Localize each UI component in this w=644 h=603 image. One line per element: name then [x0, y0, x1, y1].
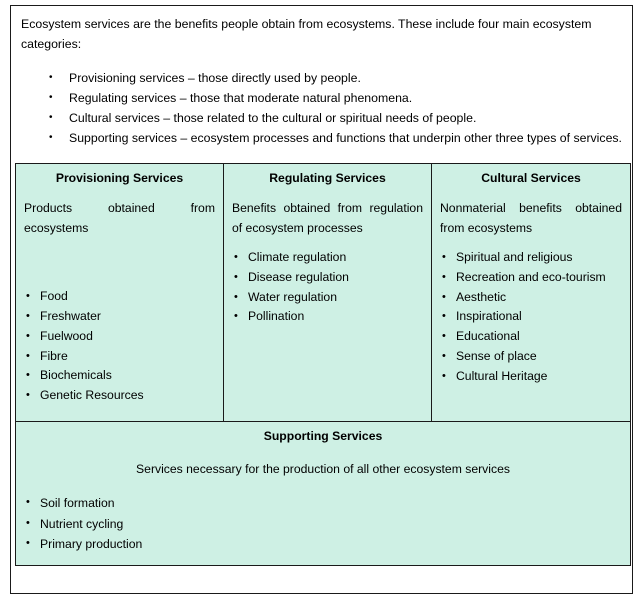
list-item [24, 493, 622, 514]
intro-paragraph: Ecosystem services are the benefits people obtain from ecosystems. These include four main ecosystem categories: [21, 17, 592, 51]
bullet-icon: • [442, 369, 446, 382]
list-item-label: Educational [456, 329, 520, 344]
list-item-label: Disease regulation [248, 269, 349, 284]
list-item-label: Pollination [248, 309, 305, 324]
list-item [440, 268, 622, 288]
bullet-icon: • [442, 290, 446, 303]
list-item [232, 268, 423, 288]
table-row [16, 164, 631, 422]
table-cell-cultural [432, 164, 631, 422]
bullet-icon: • [234, 310, 238, 323]
list-item [24, 327, 215, 347]
bullet-icon: • [234, 290, 238, 303]
ecosystem-services-table [15, 163, 631, 566]
list-item [440, 347, 622, 367]
column-header-regulating: Regulating Services [269, 171, 386, 185]
intro-bullet-list [21, 68, 622, 148]
list-item [232, 307, 423, 327]
bullet-icon: • [26, 310, 30, 323]
column-description-provisioning: Products obtained from ecosystems [24, 201, 215, 235]
list-item [24, 287, 215, 307]
list-item-label: Climate regulation [248, 250, 347, 264]
document-page [10, 5, 633, 594]
list-item-label: Spiritual and religious [456, 250, 573, 264]
list-item [21, 128, 622, 148]
bullet-icon: • [49, 132, 53, 143]
list-item-label: Regulating services – those that moderate natural phenomena. [69, 91, 413, 105]
list-item-label: Provisioning services – those directly used by people. [69, 71, 361, 85]
list-item [440, 307, 622, 327]
bullet-icon: • [442, 330, 446, 343]
list-item-label: Freshwater [40, 309, 101, 324]
bullet-icon: • [26, 496, 30, 509]
bullet-icon: • [49, 72, 53, 83]
column-description-supporting: Services necessary for the production of all other ecosystem services [136, 462, 510, 477]
list-item [21, 68, 622, 88]
list-item [440, 248, 622, 268]
list-item [440, 367, 622, 387]
list-item-label: Primary production [40, 537, 143, 552]
list-item-label: Cultural services – those related to the cultural or spiritual needs of people. [69, 111, 477, 125]
list-item-label: Fibre [40, 348, 68, 363]
bullet-icon: • [442, 349, 446, 362]
table-cell-supporting [16, 422, 631, 566]
bullet-icon: • [49, 112, 53, 123]
list-item [232, 248, 423, 268]
bullet-icon: • [26, 516, 30, 529]
list-item-label: Food [40, 289, 68, 304]
list-item [21, 108, 622, 128]
column-header-supporting: Supporting Services [263, 429, 383, 444]
bullet-icon: • [234, 270, 238, 283]
list-item-label: Soil formation [40, 496, 115, 511]
list-item [24, 347, 215, 367]
cell-spacer [232, 238, 423, 248]
list-item-label: Water regulation [248, 289, 337, 304]
list-item-label: Aesthetic [456, 289, 507, 304]
column-description-regulating: Benefits obtained from regulation of ecosystem processes [232, 201, 423, 235]
bullet-icon: • [234, 251, 238, 263]
list-item [21, 88, 622, 108]
bullet-icon: • [442, 310, 446, 323]
list-item [24, 386, 215, 406]
list-item [440, 327, 622, 347]
bullet-icon: • [26, 290, 30, 303]
list-item-label: Inspirational [456, 309, 522, 324]
list-item [24, 514, 622, 535]
supporting-item-list [24, 493, 622, 555]
column-header-provisioning: Provisioning Services [55, 171, 184, 185]
bullet-icon: • [442, 270, 446, 283]
column-header-cultural: Cultural Services [481, 171, 581, 185]
table-row [16, 422, 631, 566]
list-item-label: Sense of place [456, 348, 537, 363]
list-item [24, 307, 215, 327]
bullet-icon: • [49, 92, 53, 103]
table-cell-provisioning [16, 164, 224, 422]
regulating-item-list [232, 248, 423, 327]
list-item [440, 288, 622, 308]
list-item-label: Supporting services – ecosystem processes and functions that underpin other three types of services. [69, 131, 622, 145]
bullet-icon: • [26, 389, 30, 402]
bullet-icon: • [26, 369, 30, 382]
bullet-icon: • [26, 329, 30, 342]
provisioning-item-list [24, 287, 215, 406]
list-item [24, 534, 622, 555]
list-item-label: Recreation and eco-tourism [456, 269, 606, 284]
bullet-icon: • [442, 251, 446, 263]
table-cell-regulating [224, 164, 432, 422]
list-item [24, 366, 215, 386]
bullet-icon: • [26, 349, 30, 362]
intro-section [11, 6, 632, 148]
list-item-label: Genetic Resources [40, 388, 144, 403]
list-item-label: Cultural Heritage [456, 368, 548, 383]
cell-spacer [24, 238, 215, 287]
list-item-label: Fuelwood [40, 328, 93, 343]
cultural-item-list [440, 248, 622, 387]
list-item [232, 288, 423, 308]
list-item-label: Nutrient cycling [40, 516, 124, 531]
column-description-cultural: Nonmaterial benefits obtained from ecosystems [440, 201, 622, 235]
cell-spacer [440, 238, 622, 248]
list-item-label: Biochemicals [40, 368, 112, 383]
bullet-icon: • [26, 537, 30, 550]
